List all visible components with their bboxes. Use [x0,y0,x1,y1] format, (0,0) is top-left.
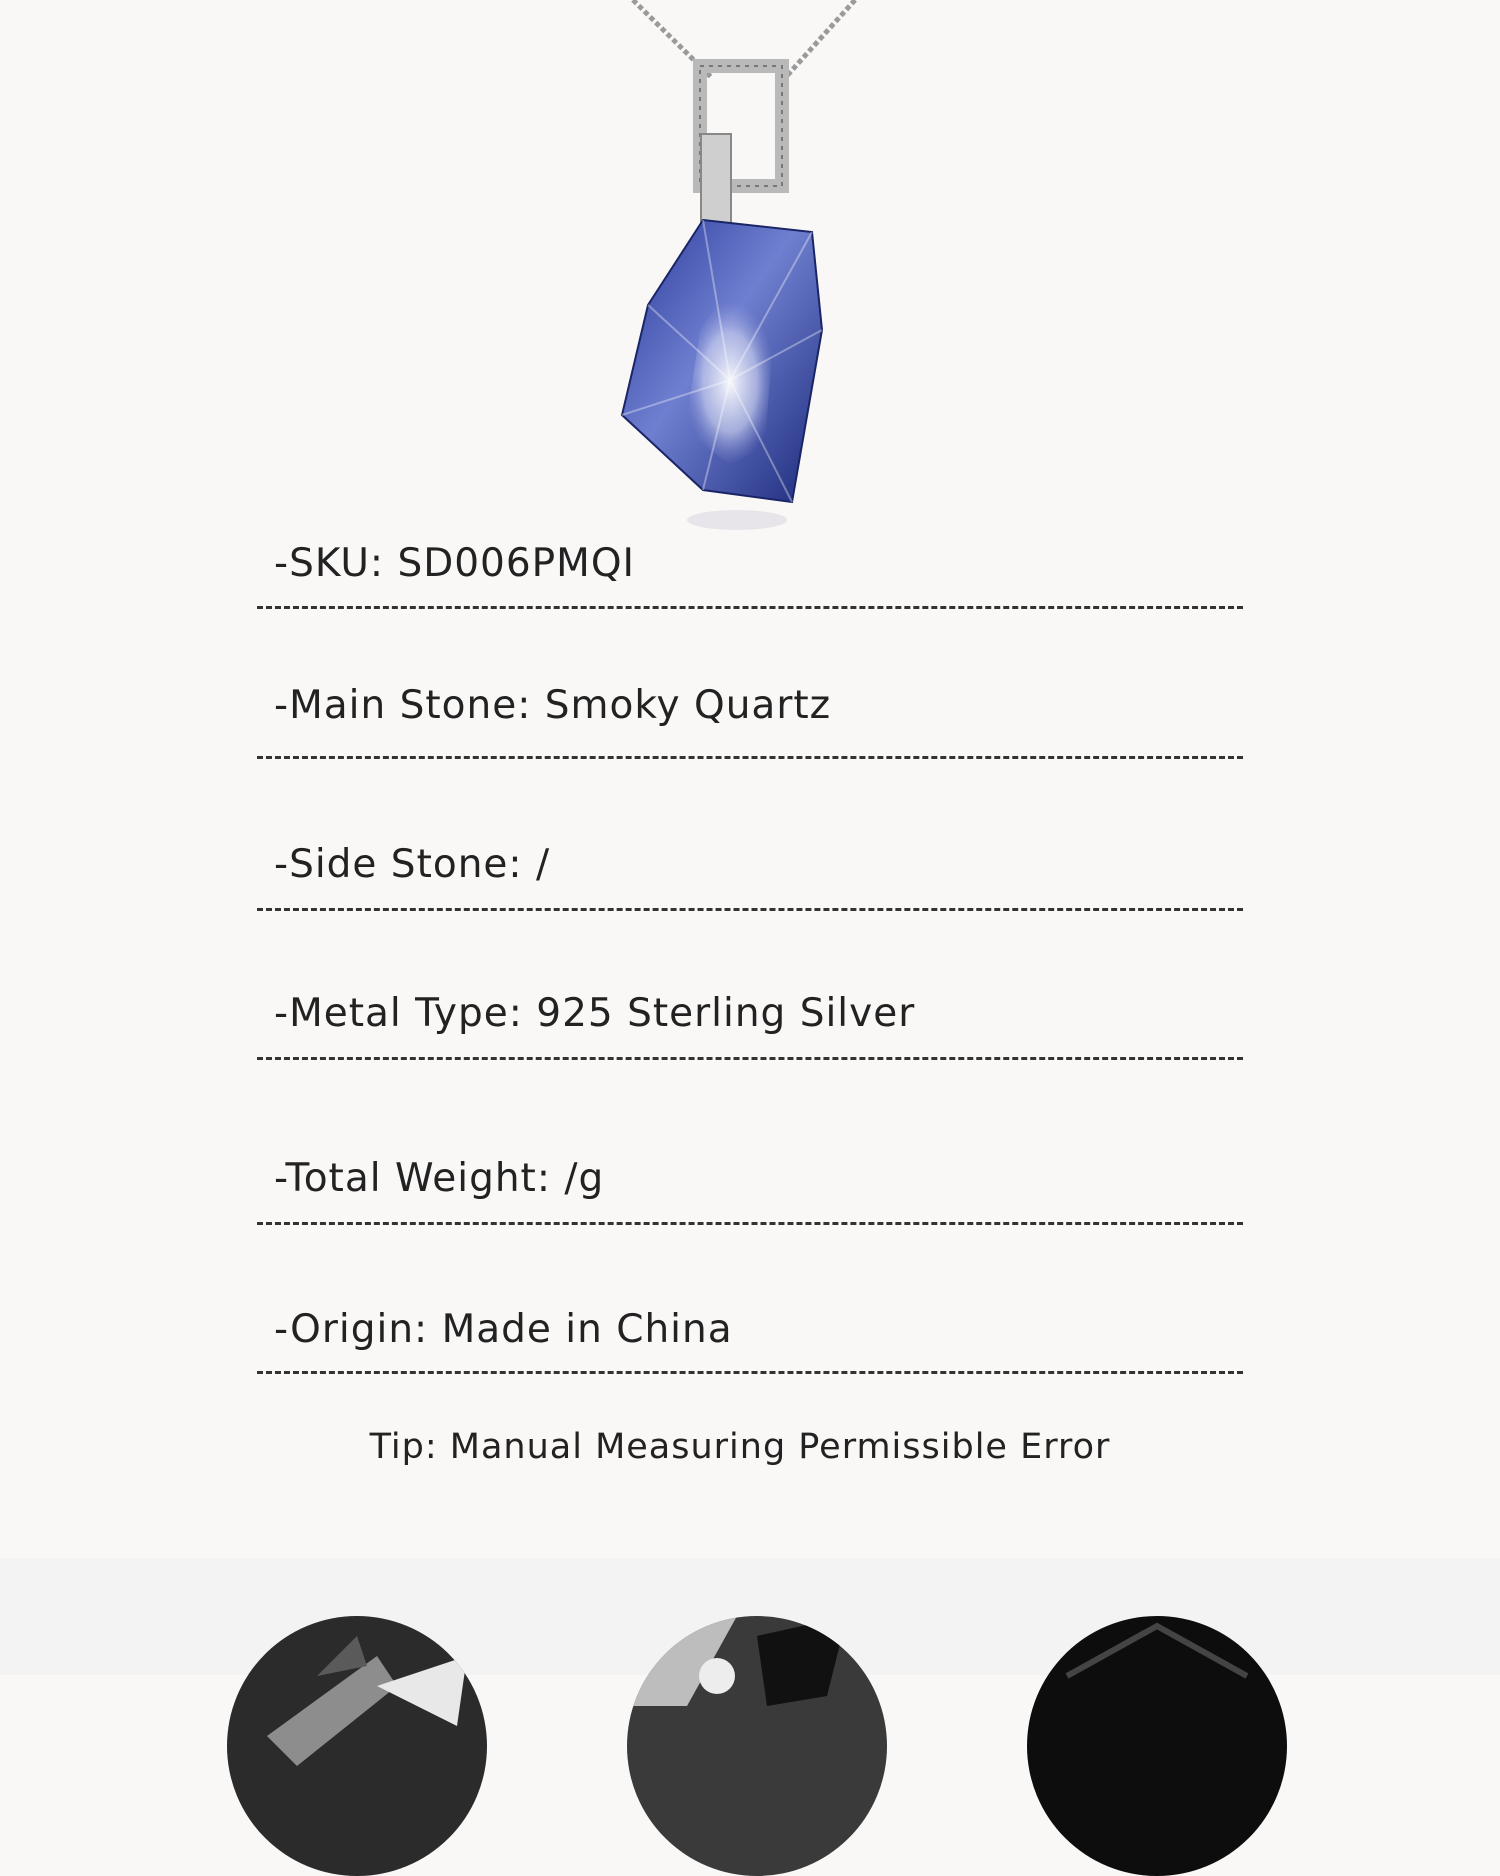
gallery-thumbnail-1[interactable] [227,1616,487,1876]
dashed-divider [257,1057,1243,1060]
spec-sku-label: -SKU: SD006PMQI [274,541,636,586]
spec-origin-label: -Origin: Made in China [274,1307,733,1352]
spec-main-stone-label: -Main Stone: Smoky Quartz [274,683,832,728]
measurement-tip: Tip: Manual Measuring Permissible Error [369,1427,1111,1467]
spec-total-weight-label: -Total Weight: /g [274,1156,605,1201]
dashed-divider [257,1371,1243,1374]
gallery-thumbnail-3-image [1027,1616,1287,1876]
dashed-divider [257,908,1243,911]
pendant-necklace-image [0,0,1500,540]
gallery-thumbnail-1-image [227,1616,487,1876]
gallery-thumbnail-2-image [627,1616,887,1876]
spec-metal-type-label: -Metal Type: 925 Sterling Silver [274,991,916,1036]
gallery-thumbnail-3[interactable] [1027,1616,1287,1876]
dashed-divider [257,1222,1243,1225]
spec-side-stone-label: -Side Stone: / [274,842,551,887]
dashed-divider [257,756,1243,759]
gallery-band [0,1558,1500,1675]
dashed-divider [257,606,1243,609]
gallery-thumbnail-2[interactable] [627,1616,887,1876]
